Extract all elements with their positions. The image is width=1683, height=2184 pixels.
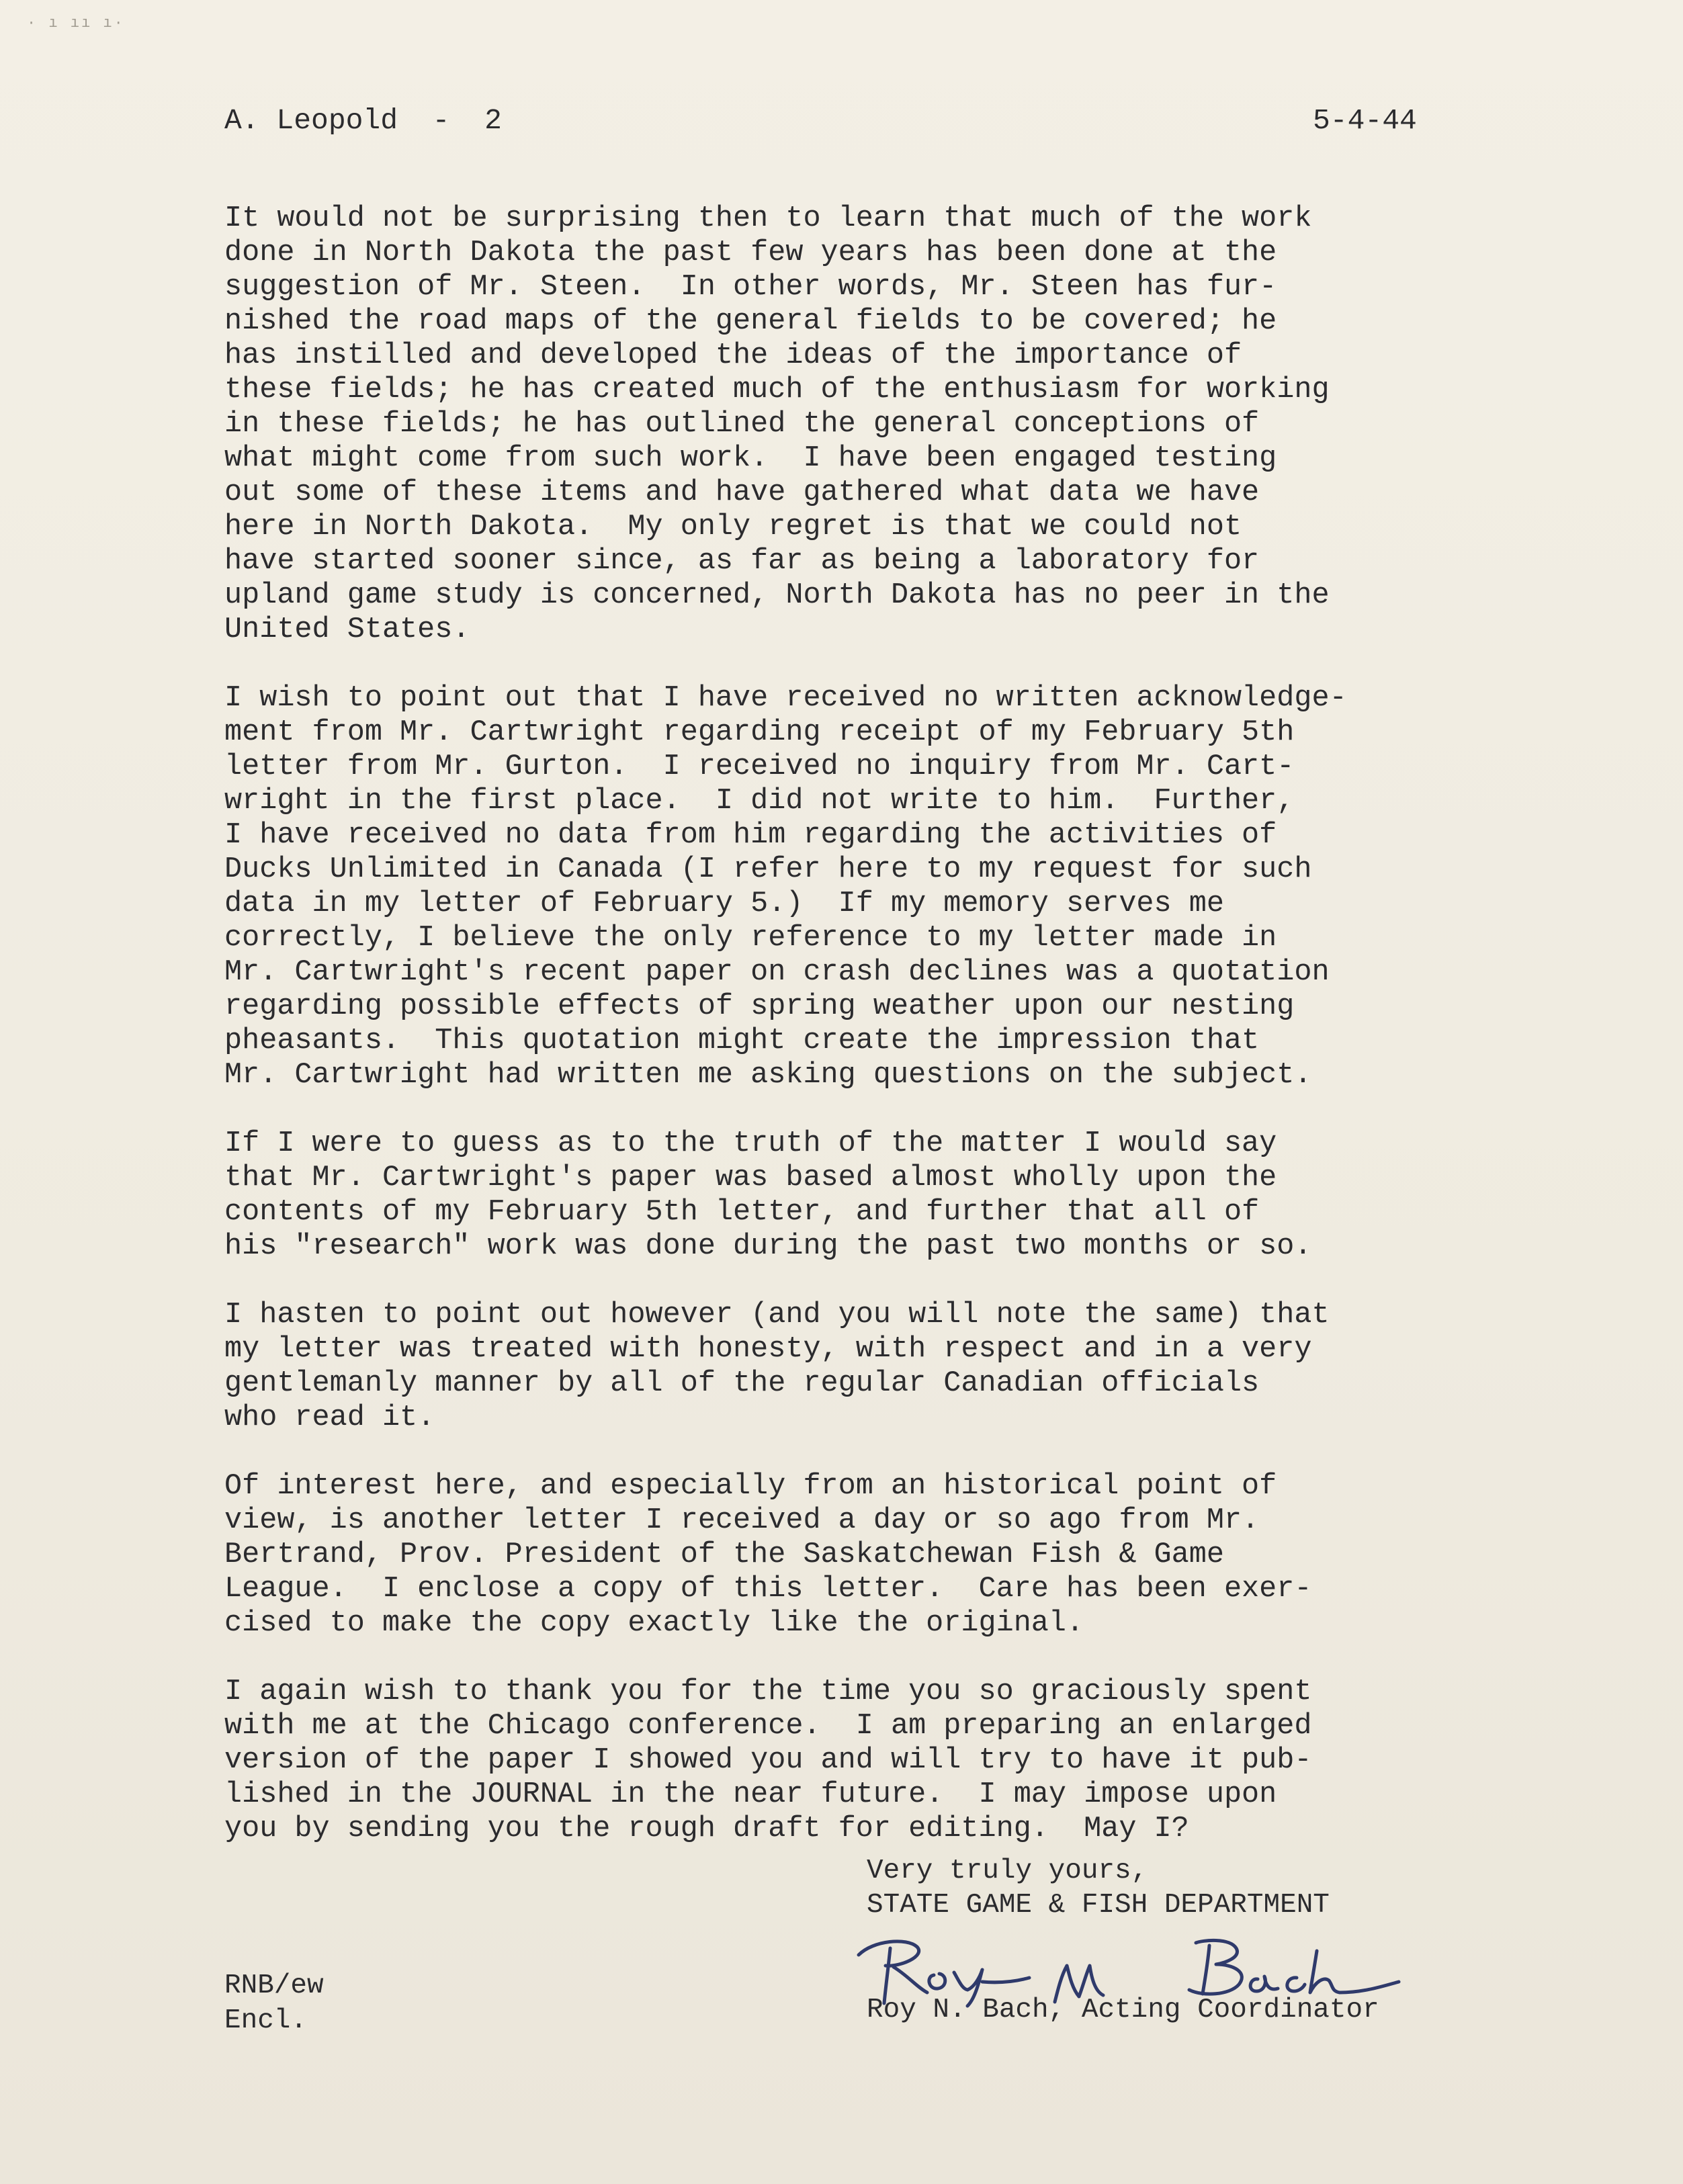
letter-body xyxy=(224,202,1541,1880)
text-line: done in North Dakota the past few years has been done at the xyxy=(224,236,1277,269)
text-line: I wish to point out that I have received no written acknowledge- xyxy=(224,682,1347,715)
letter-header xyxy=(224,101,1434,141)
paragraph-1 xyxy=(224,202,1541,647)
text-line: Mr. Cartwright had written me asking questions on the subject. xyxy=(224,1059,1312,1092)
text-line: what might come from such work. I have been engaged testing xyxy=(224,442,1277,475)
closing-department: STATE GAME & FISH DEPARTMENT xyxy=(867,1890,1330,1921)
text-line: Mr. Cartwright's recent paper on crash declines was a quotation xyxy=(224,956,1330,989)
text-line: you by sending you the rough draft for editing. May I? xyxy=(224,1812,1189,1845)
header-recipient-page: A. Leopold - 2 xyxy=(224,104,502,137)
header-date: 5-4-44 xyxy=(1313,104,1417,137)
paragraph-5 xyxy=(224,1469,1541,1641)
text-line: It would not be surprising then to learn that much of the work xyxy=(224,202,1312,235)
text-line: I have received no data from him regarding the activities of xyxy=(224,819,1277,852)
text-line: Ducks Unlimited in Canada (I refer here to my request for such xyxy=(224,853,1312,886)
paragraph-6 xyxy=(224,1675,1541,1846)
text-line: correctly, I believe the only reference to my letter made in xyxy=(224,922,1277,955)
text-line: Bertrand, Prov. President of the Saskatchewan Fish & Game xyxy=(224,1538,1224,1571)
text-line: my letter was treated with honesty, with respect and in a very xyxy=(224,1333,1312,1366)
text-line: cised to make the copy exactly like the original. xyxy=(224,1607,1084,1640)
text-line: in these fields; he has outlined the general conceptions of xyxy=(224,408,1260,441)
text-line: gentlemanly manner by all of the regular Canadian officials xyxy=(224,1367,1260,1400)
text-line: upland game study is concerned, North Dakota has no peer in the xyxy=(224,579,1330,612)
text-line: data in my letter of February 5.) If my memory serves me xyxy=(224,887,1224,920)
text-line: here in North Dakota. My only regret is that we could not xyxy=(224,511,1242,543)
text-line: with me at the Chicago conference. I am preparing an enlarged xyxy=(224,1710,1312,1743)
text-line: his "research" work was done during the past two months or so. xyxy=(224,1230,1312,1263)
text-line: I again wish to thank you for the time you so graciously spent xyxy=(224,1675,1312,1708)
closing-block xyxy=(867,1854,1539,1923)
text-line: have started sooner since, as far as being a laboratory for xyxy=(224,545,1260,578)
text-line: United States. xyxy=(224,613,470,646)
paragraph-2 xyxy=(224,681,1541,1092)
text-line: who read it. xyxy=(224,1401,435,1434)
enclosure-note: Encl. xyxy=(224,2005,308,2036)
text-line: has instilled and developed the ideas of the importance of xyxy=(224,339,1242,372)
text-line: these fields; he has created much of the enthusiasm for working xyxy=(224,374,1330,406)
paragraph-3 xyxy=(224,1127,1541,1264)
text-line: version of the paper I showed you and will try to have it pub- xyxy=(224,1744,1312,1777)
text-line: Of interest here, and especially from an historical point of xyxy=(224,1470,1277,1503)
text-line: I hasten to point out however (and you will note the same) that xyxy=(224,1299,1330,1331)
paragraph-4 xyxy=(224,1298,1541,1435)
text-line: regarding possible effects of spring weather upon our nesting xyxy=(224,990,1295,1023)
page-corner-mark: · ı ıı ı· xyxy=(27,15,125,32)
typed-signatory xyxy=(867,1993,1539,2027)
text-line: pheasants. This quotation might create the impression that xyxy=(224,1024,1260,1057)
text-line: out some of these items and have gathered what data we have xyxy=(224,476,1260,509)
closing-salutation: Very truly yours, xyxy=(867,1855,1148,1886)
typist-initials: RNB/ew xyxy=(224,1970,324,2001)
signatory-name-title: Roy N. Bach, Acting Coordinator xyxy=(867,1995,1379,2025)
text-line: ment from Mr. Cartwright regarding receipt of my February 5th xyxy=(224,716,1295,749)
text-line: letter from Mr. Gurton. I received no inquiry from Mr. Cart- xyxy=(224,750,1295,783)
text-line: suggestion of Mr. Steen. In other words, Mr. Steen has fur- xyxy=(224,271,1277,304)
text-line: lished in the JOURNAL in the near future. I may impose upon xyxy=(224,1778,1277,1811)
text-line: wright in the first place. I did not write to him. Further, xyxy=(224,785,1295,818)
reference-initials-block xyxy=(224,1968,560,2038)
text-line: view, is another letter I received a day or so ago from Mr. xyxy=(224,1504,1260,1537)
text-line: League. I enclose a copy of this letter. Care has been exer- xyxy=(224,1573,1312,1606)
text-line: If I were to guess as to the truth of the matter I would say xyxy=(224,1127,1277,1160)
text-line: nished the road maps of the general fields to be covered; he xyxy=(224,305,1277,338)
text-line: that Mr. Cartwright's paper was based almost wholly upon the xyxy=(224,1162,1277,1194)
text-line: contents of my February 5th letter, and further that all of xyxy=(224,1196,1260,1229)
